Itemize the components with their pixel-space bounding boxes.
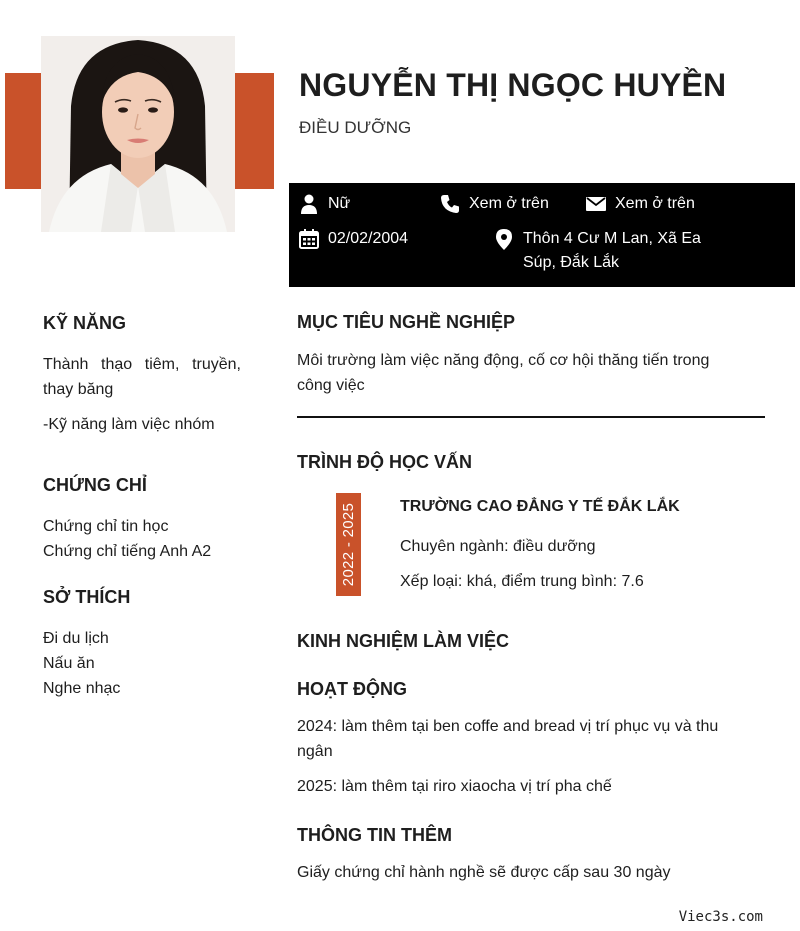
- skill-item: -Kỹ năng làm việc nhóm: [43, 416, 215, 433]
- contact-address: [493, 227, 701, 275]
- gender-value: Nữ: [328, 195, 351, 212]
- skill-item: Thành thạo tiêm, truyền, thay băng: [43, 356, 241, 398]
- footer-brand: Viec3s.com: [678, 909, 763, 925]
- skills-list: [43, 352, 241, 437]
- calendar-icon: [298, 227, 320, 251]
- phone-value: Xem ở trên: [469, 195, 549, 212]
- job-title: ĐIỀU DƯỠNG: [299, 118, 412, 137]
- objective-heading: MỤC TIÊU NGHỀ NGHIỆP: [297, 312, 516, 332]
- hobbies-heading: SỞ THÍCH: [43, 587, 131, 607]
- certificates-heading: CHỨNG CHỈ: [43, 475, 147, 495]
- photo-accent-left: [5, 73, 41, 189]
- contact-info-box: [289, 183, 795, 287]
- skills-heading: KỸ NĂNG: [43, 313, 127, 333]
- contact-phone: [439, 192, 549, 216]
- address-line-2: Súp, Đắk Lắk: [523, 254, 620, 271]
- activity-item: 2025: làm thêm tại riro xiaocha vị trí pha chế: [297, 778, 612, 795]
- activities-list: [297, 714, 727, 799]
- photo-accent-right: [235, 73, 274, 189]
- person-icon: [298, 192, 320, 216]
- address-line-1: Thôn 4 Cư M Lan, Xã Ea: [523, 230, 701, 247]
- hobby-item: Đi du lịch: [43, 630, 109, 647]
- mail-icon: [585, 192, 607, 216]
- contact-birthday: [298, 227, 408, 251]
- education-grade: Xếp loại: khá, điểm trung bình: 7.6: [400, 573, 644, 590]
- hobbies-list: [43, 626, 120, 701]
- education-major: Chuyên ngành: điều dưỡng: [400, 538, 596, 555]
- activity-item: 2024: làm thêm tại ben coffe and bread vị trí phục vụ và thu ngân: [297, 718, 719, 760]
- certificate-item: Chứng chỉ tiếng Anh A2: [43, 543, 212, 560]
- education-period: 2022 - 2025: [340, 502, 357, 587]
- certificates-list: [43, 514, 211, 564]
- additional-info-heading: THÔNG TIN THÊM: [297, 825, 452, 845]
- education-school: TRƯỜNG CAO ĐẲNG Y TẾ ĐẮK LẮK: [400, 498, 680, 515]
- contact-email: [585, 192, 695, 216]
- hobby-item: Nấu ăn: [43, 655, 95, 672]
- experience-heading: KINH NGHIỆM LÀM VIỆC: [297, 631, 510, 651]
- certificate-item: Chứng chỉ tin học: [43, 518, 169, 535]
- activities-heading: HOẠT ĐỘNG: [297, 679, 407, 699]
- section-divider: [297, 416, 765, 418]
- phone-icon: [439, 192, 461, 216]
- education-heading: TRÌNH ĐỘ HỌC VẤN: [297, 452, 472, 472]
- education-period-badge: [336, 493, 361, 596]
- profile-photo: [41, 36, 235, 232]
- address-value: [523, 227, 701, 275]
- additional-info-text: Giấy chứng chỉ hành nghề sẽ được cấp sau 30 ngày: [297, 864, 671, 881]
- candidate-name: NGUYỄN THỊ NGỌC HUYỀN: [299, 67, 727, 103]
- email-value: Xem ở trên: [615, 195, 695, 212]
- contact-gender: [298, 192, 350, 216]
- hobby-item: Nghe nhạc: [43, 680, 121, 697]
- birthday-value: 02/02/2004: [328, 230, 409, 247]
- location-pin-icon: [493, 227, 515, 251]
- objective-text: Môi trường làm việc năng động, cố cơ hội thăng tiến trong công việc: [297, 352, 710, 394]
